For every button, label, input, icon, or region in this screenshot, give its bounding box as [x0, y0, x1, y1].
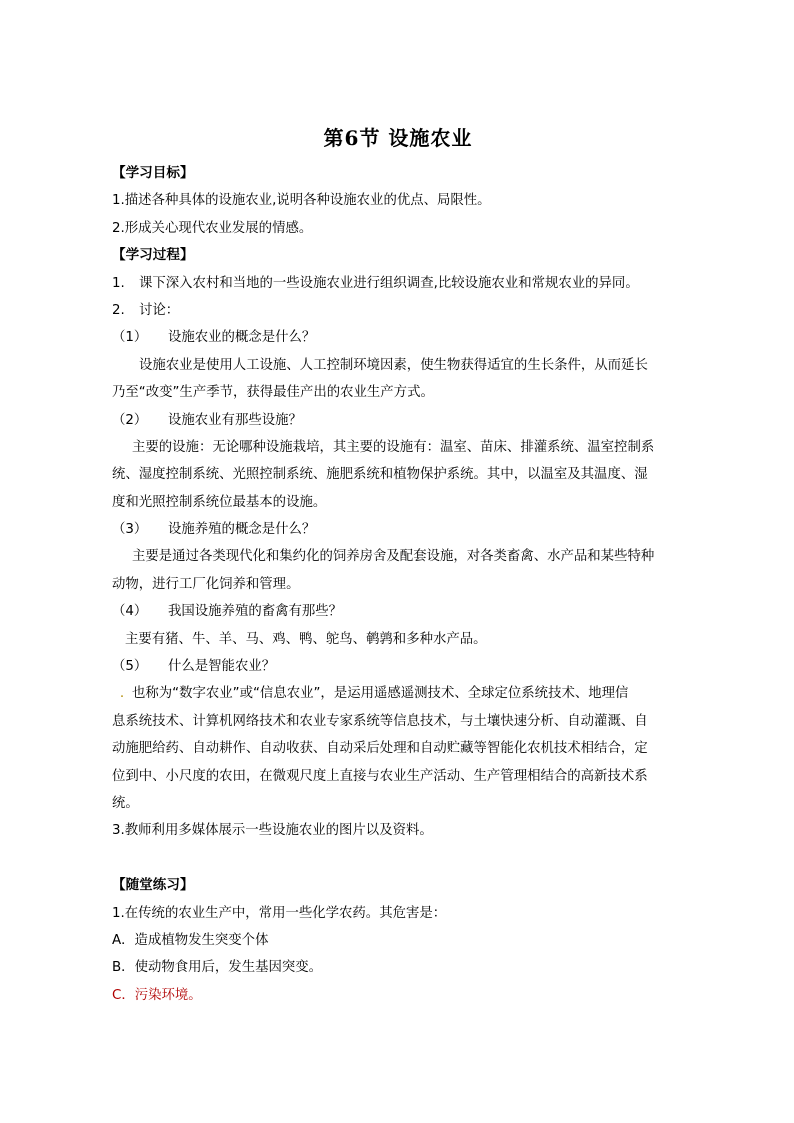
answer-2-line-2: 统、湿度控制系统、光照控制系统、施肥系统和植物保护系统。其中，以温室及其温度、湿 [112, 467, 648, 483]
question-1 [112, 324, 684, 351]
question-5 [112, 653, 684, 680]
document-body [112, 160, 684, 1009]
answer-3-line-2: 动物，进行工厂化饲养和管理。 [112, 576, 300, 592]
question-2-text: 设施农业有那些设施？ [168, 412, 302, 428]
goal-1: 1.描述各种具体的设施农业,说明各种设施农业的优点、局限性。 [112, 193, 491, 209]
question-3 [112, 516, 684, 543]
option-c: C．污染环境。 [112, 987, 202, 1003]
answer-3-line-1: 主要是通过各类现代化和集约化的饲养房舍及配套设施，对各类畜禽、水产品和某些特种 [132, 549, 655, 565]
question-5-text: 什么是智能农业？ [168, 659, 276, 675]
question-2 [112, 407, 684, 434]
document-page [112, 0, 684, 1123]
answer-5-line-3: 动施肥给药、自动耕作、自动收获、自动采后处理和自动贮藏等智能化农机技术相结合，定 [112, 741, 648, 757]
question-1-number: （1） [112, 330, 148, 346]
question-4-text: 我国设施养殖的畜禽有那些？ [168, 604, 343, 620]
page-title: 第6节 设施农业 [323, 126, 473, 150]
blank-line [112, 845, 684, 872]
answer-5-line-1-text: 也称为“数字农业”或“信息农业”，是运用遥感遥测技术、全球定位系统技术、地理信 [132, 686, 629, 702]
answer-5-line-5: 统。 [112, 795, 139, 811]
step-1 [112, 270, 684, 297]
answer-5-line-1 [112, 680, 684, 707]
answer-4-line-1: 主要有猪、牛、羊、马、鸡、鸭、鸵鸟、鹌鹑和多种水产品。 [125, 631, 487, 647]
question-2-number: （2） [112, 412, 148, 428]
goals-heading: 【学习目标】 [112, 165, 194, 181]
process-heading: 【学习过程】 [112, 247, 194, 264]
answer-2-line-1: 主要的设施：无论哪种设施栽培，其主要的设施有：温室、苗床、排灌系统、温室控制系 [132, 439, 655, 455]
answer-5-line-2: 息系统技术、计算机网络技术和农业专家系统等信息技术，与土壤快速分析、自动灌溉、自 [112, 713, 648, 729]
step-2-text: 讨论： [139, 302, 180, 318]
option-b: B．使动物食用后，发生基因突变。 [112, 960, 323, 976]
practice-question-1: 1.在传统的农业生产中，常用一些化学农药。其危害是： [112, 905, 447, 921]
step-1-number: 1. [112, 275, 125, 291]
question-5-number: （5） [112, 659, 148, 675]
question-1-text: 设施农业的概念是什么？ [168, 330, 316, 346]
answer-1-line-2: 乃至“改变”生产季节，获得最佳产出的农业生产方式。 [112, 385, 434, 401]
question-3-number: （3） [112, 522, 148, 538]
question-3-text: 设施养殖的概念是什么？ [168, 522, 316, 538]
step-2 [112, 297, 684, 324]
step-1-text: 课下深入农村和当地的一些设施农业进行组织调查,比较设施农业和常规农业的异同。 [139, 275, 639, 291]
step-2-number: 2. [112, 302, 125, 318]
answer-5-line-4: 位到中、小尺度的农田，在微观尺度上直接与农业生产活动、生产管理相结合的高新技术系 [112, 768, 648, 784]
answer-2-line-3: 度和光照控制系统位最基本的设施。 [112, 494, 327, 510]
paragraph-marker-icon: . [119, 686, 125, 702]
question-4-number: （4） [112, 604, 148, 620]
answer-1-line-1: 设施农业是使用人工设施、人工控制环境因素，使生物获得适宜的生长条件，从而延长 [139, 357, 648, 373]
option-a: A．造成植物发生突变个体 [112, 932, 269, 948]
goal-2: 2.形成关心现代农业发展的情感。 [112, 220, 313, 236]
step-3: 3.教师利用多媒体展示一些设施农业的图片以及资料。 [112, 823, 433, 839]
question-4 [112, 598, 684, 625]
practice-heading: 【随堂练习】 [112, 877, 194, 894]
